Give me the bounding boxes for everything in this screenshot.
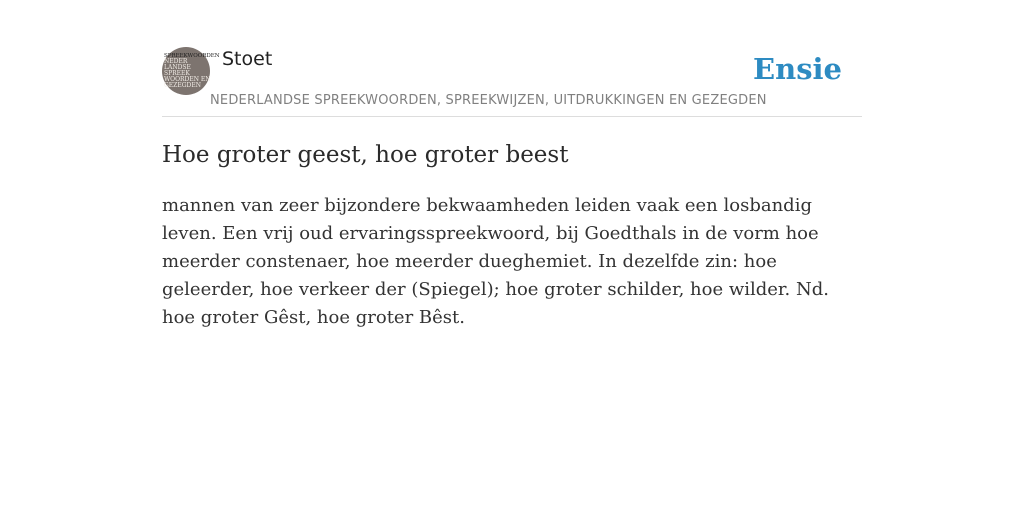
avatar-line: WOORDEN EN — [164, 76, 211, 83]
brand-logo[interactable]: Ensie — [753, 52, 842, 86]
entry-body: mannen van zeer bijzondere bekwaamheden leiden vaak een losbandig leven. Een vrij oud ervaringsspreekwoord, bij Goedthals in de vorm hoe meerder constenaer, hoe meerder dueghemiet. In dezelfde zin: hoe geleerder, hoe verkeer der (Spiegel); hoe groter schilder, hoe wilder. Nd. hoe groter Gêst, hoe groter Bêst. — [162, 195, 829, 328]
avatar-line: SPREEK — [164, 70, 190, 77]
avatar-line: NEDER — [164, 58, 188, 65]
avatar[interactable] — [162, 47, 220, 95]
avatar-line: LANDSE — [164, 64, 191, 71]
entry-title: Hoe groter geest, hoe groter beest — [162, 142, 569, 168]
avatar-line: SPREEKWOORDEN — [164, 53, 220, 59]
header — [162, 46, 862, 117]
avatar-text — [164, 53, 220, 89]
source-subtitle[interactable]: NEDERLANDSE SPREEKWOORDEN, SPREEKWIJZEN, UITDRUKKINGEN EN GEZEGDEN — [210, 93, 767, 108]
avatar-line: GEZEGDEN — [164, 82, 201, 89]
author-name[interactable]: Stoet — [222, 48, 273, 70]
